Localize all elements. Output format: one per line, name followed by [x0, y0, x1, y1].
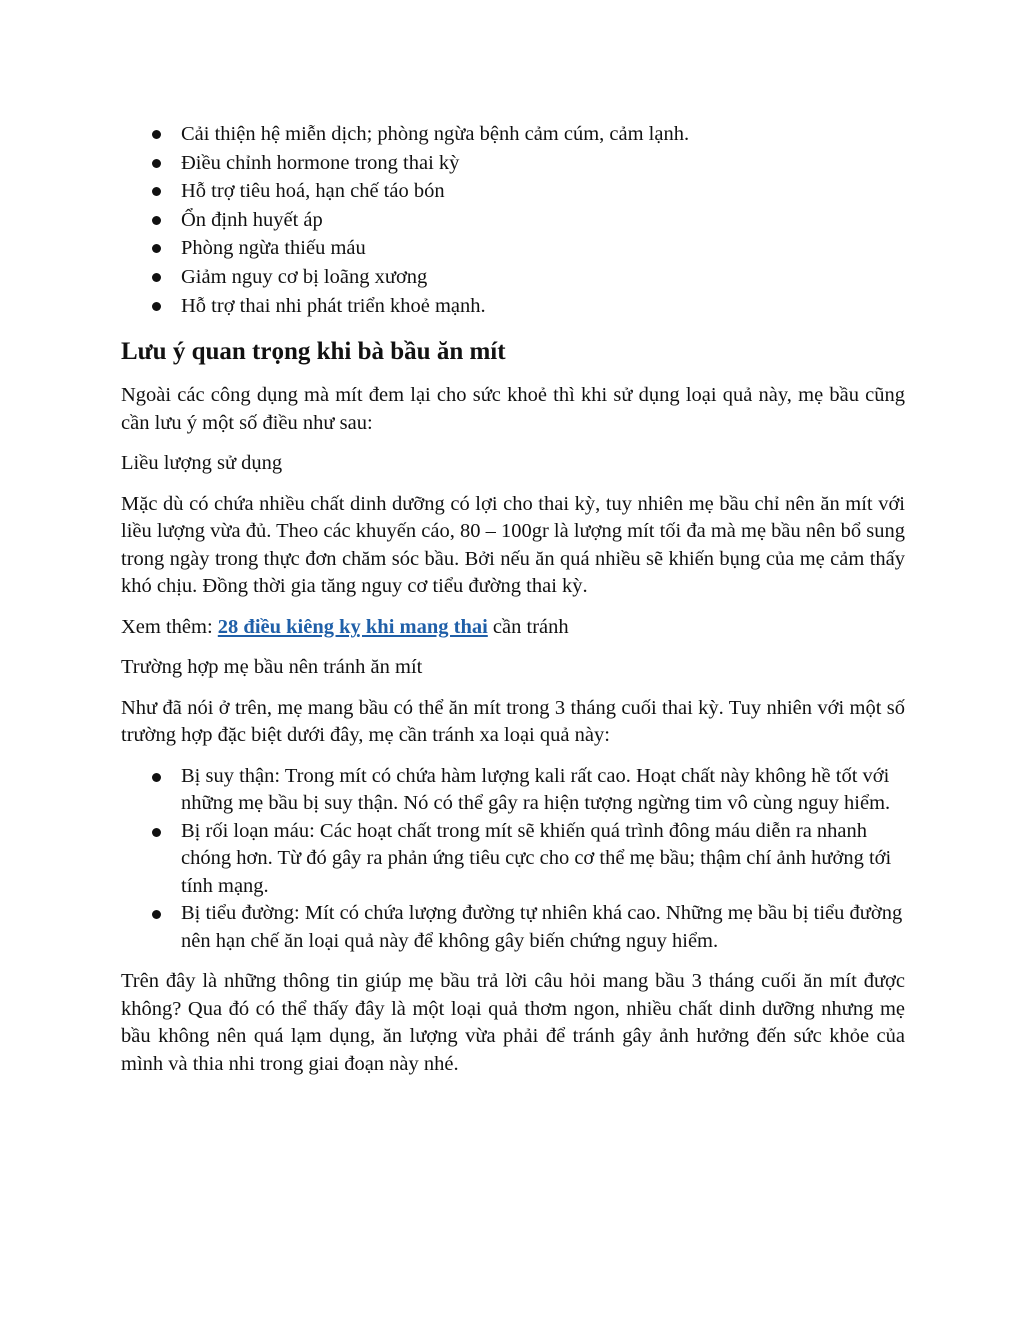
dosage-subheading: Liều lượng sử dụng	[121, 452, 283, 475]
list-item-text: Điều chỉnh hormone trong thai kỳ	[181, 151, 460, 174]
section-heading: Lưu ý quan trọng khi bà bầu ăn mít	[121, 338, 506, 366]
list-item	[121, 234, 905, 263]
dosage-paragraph: Mặc dù có chứa nhiều chất dinh dưỡng có lợi cho thai kỳ, tuy nhiên mẹ bầu chỉ nên ăn mít với liều lượng vừa đủ. Theo các khuyến cáo, 80 – 100gr là lượng mít tối đa mà mẹ bầu nên bổ sung trong ngày trong thực đơn chăm sóc bầu. Bởi nếu ăn quá nhiều sẽ khiến bụng của mẹ cảm thấy khó chịu. Đồng thời gia tăng nguy cơ tiểu đường thai kỳ.	[121, 492, 905, 598]
avoid-list	[121, 763, 905, 956]
list-item	[121, 292, 905, 321]
list-item-text: Bị suy thận: Trong mít có chứa hàm lượng kali rất cao. Hoạt chất này không hề tốt với những mẹ bầu bị suy thận. Nó có thể gây ra hiện tượng ngừng tim vô cùng nguy hiểm.	[181, 764, 891, 815]
conclusion-paragraph: Trên đây là những thông tin giúp mẹ bầu trả lời câu hỏi mang bầu 3 tháng cuối ăn mít được không? Qua đó có thể thấy đây là một loại quả thơm ngon, nhiều chất dinh dưỡng nhưng mẹ bầu không nên quá lạm dụng, ăn lượng vừa phải để tránh gây ảnh hưởng đến sức khỏe của mình và thia nhi trong giai đoạn này nhé.	[121, 970, 905, 1075]
list-item	[121, 900, 905, 955]
list-item	[121, 177, 905, 206]
list-item	[121, 206, 905, 235]
list-item	[121, 120, 905, 149]
see-also-prefix: Xem thêm:	[121, 615, 218, 638]
see-also-suffix: cần tránh	[487, 615, 569, 638]
avoid-subheading: Trường hợp mẹ bầu nên tránh ăn mít	[121, 656, 423, 679]
list-item	[121, 263, 905, 292]
bullet-icon	[152, 159, 161, 168]
document-page	[121, 120, 905, 1078]
list-item-text: Giảm nguy cơ bị loãng xương	[181, 265, 428, 288]
list-item	[121, 818, 905, 901]
list-item-text: Hỗ trợ tiêu hoá, hạn chế táo bón	[181, 180, 445, 203]
list-item	[121, 763, 905, 818]
bullet-icon	[152, 244, 161, 253]
list-item-text: Ổn định huyết áp	[181, 208, 323, 231]
bullet-icon	[152, 773, 161, 782]
intro-paragraph: Ngoài các công dụng mà mít đem lại cho sức khoẻ thì khi sử dụng loại quả này, mẹ bầu cũng cần lưu ý một số điều như sau:	[121, 384, 905, 434]
bullet-icon	[152, 187, 161, 196]
list-item-text: Bị rối loạn máu: Các hoạt chất trong mít sẽ khiến quá trình đông máu diễn ra nhanh chóng hơn. Từ đó gây ra phản ứng tiêu cực cho cơ thể mẹ bầu; thậm chí ảnh hưởng tới tính mạng.	[181, 819, 892, 897]
bullet-icon	[152, 130, 161, 139]
list-item-text: Bị tiểu đường: Mít có chứa lượng đường tự nhiên khá cao. Những mẹ bầu bị tiểu đường nên hạn chế ăn loại quả này để không gây biến chứng nguy hiểm.	[181, 902, 903, 952]
list-item-text: Cải thiện hệ miễn dịch; phòng ngừa bệnh cảm cúm, cảm lạnh.	[181, 123, 690, 145]
bullet-icon	[152, 273, 161, 282]
see-also-paragraph	[121, 614, 905, 642]
bullet-icon	[152, 216, 161, 225]
see-also-link[interactable]: 28 điều kiêng kỵ khi mang thai	[217, 615, 488, 638]
list-item-text: Hỗ trợ thai nhi phát triển khoẻ mạnh.	[181, 294, 486, 317]
benefits-list	[121, 120, 905, 320]
bullet-icon	[152, 910, 161, 919]
avoid-intro-paragraph: Như đã nói ở trên, mẹ mang bầu có thể ăn mít trong 3 tháng cuối thai kỳ. Tuy nhiên với một số trường hợp đặc biệt dưới đây, mẹ cần tránh xa loại quả này:	[121, 696, 905, 747]
list-item	[121, 149, 905, 178]
bullet-icon	[152, 302, 161, 311]
bullet-icon	[152, 828, 161, 837]
list-item-text: Phòng ngừa thiếu máu	[181, 237, 366, 260]
